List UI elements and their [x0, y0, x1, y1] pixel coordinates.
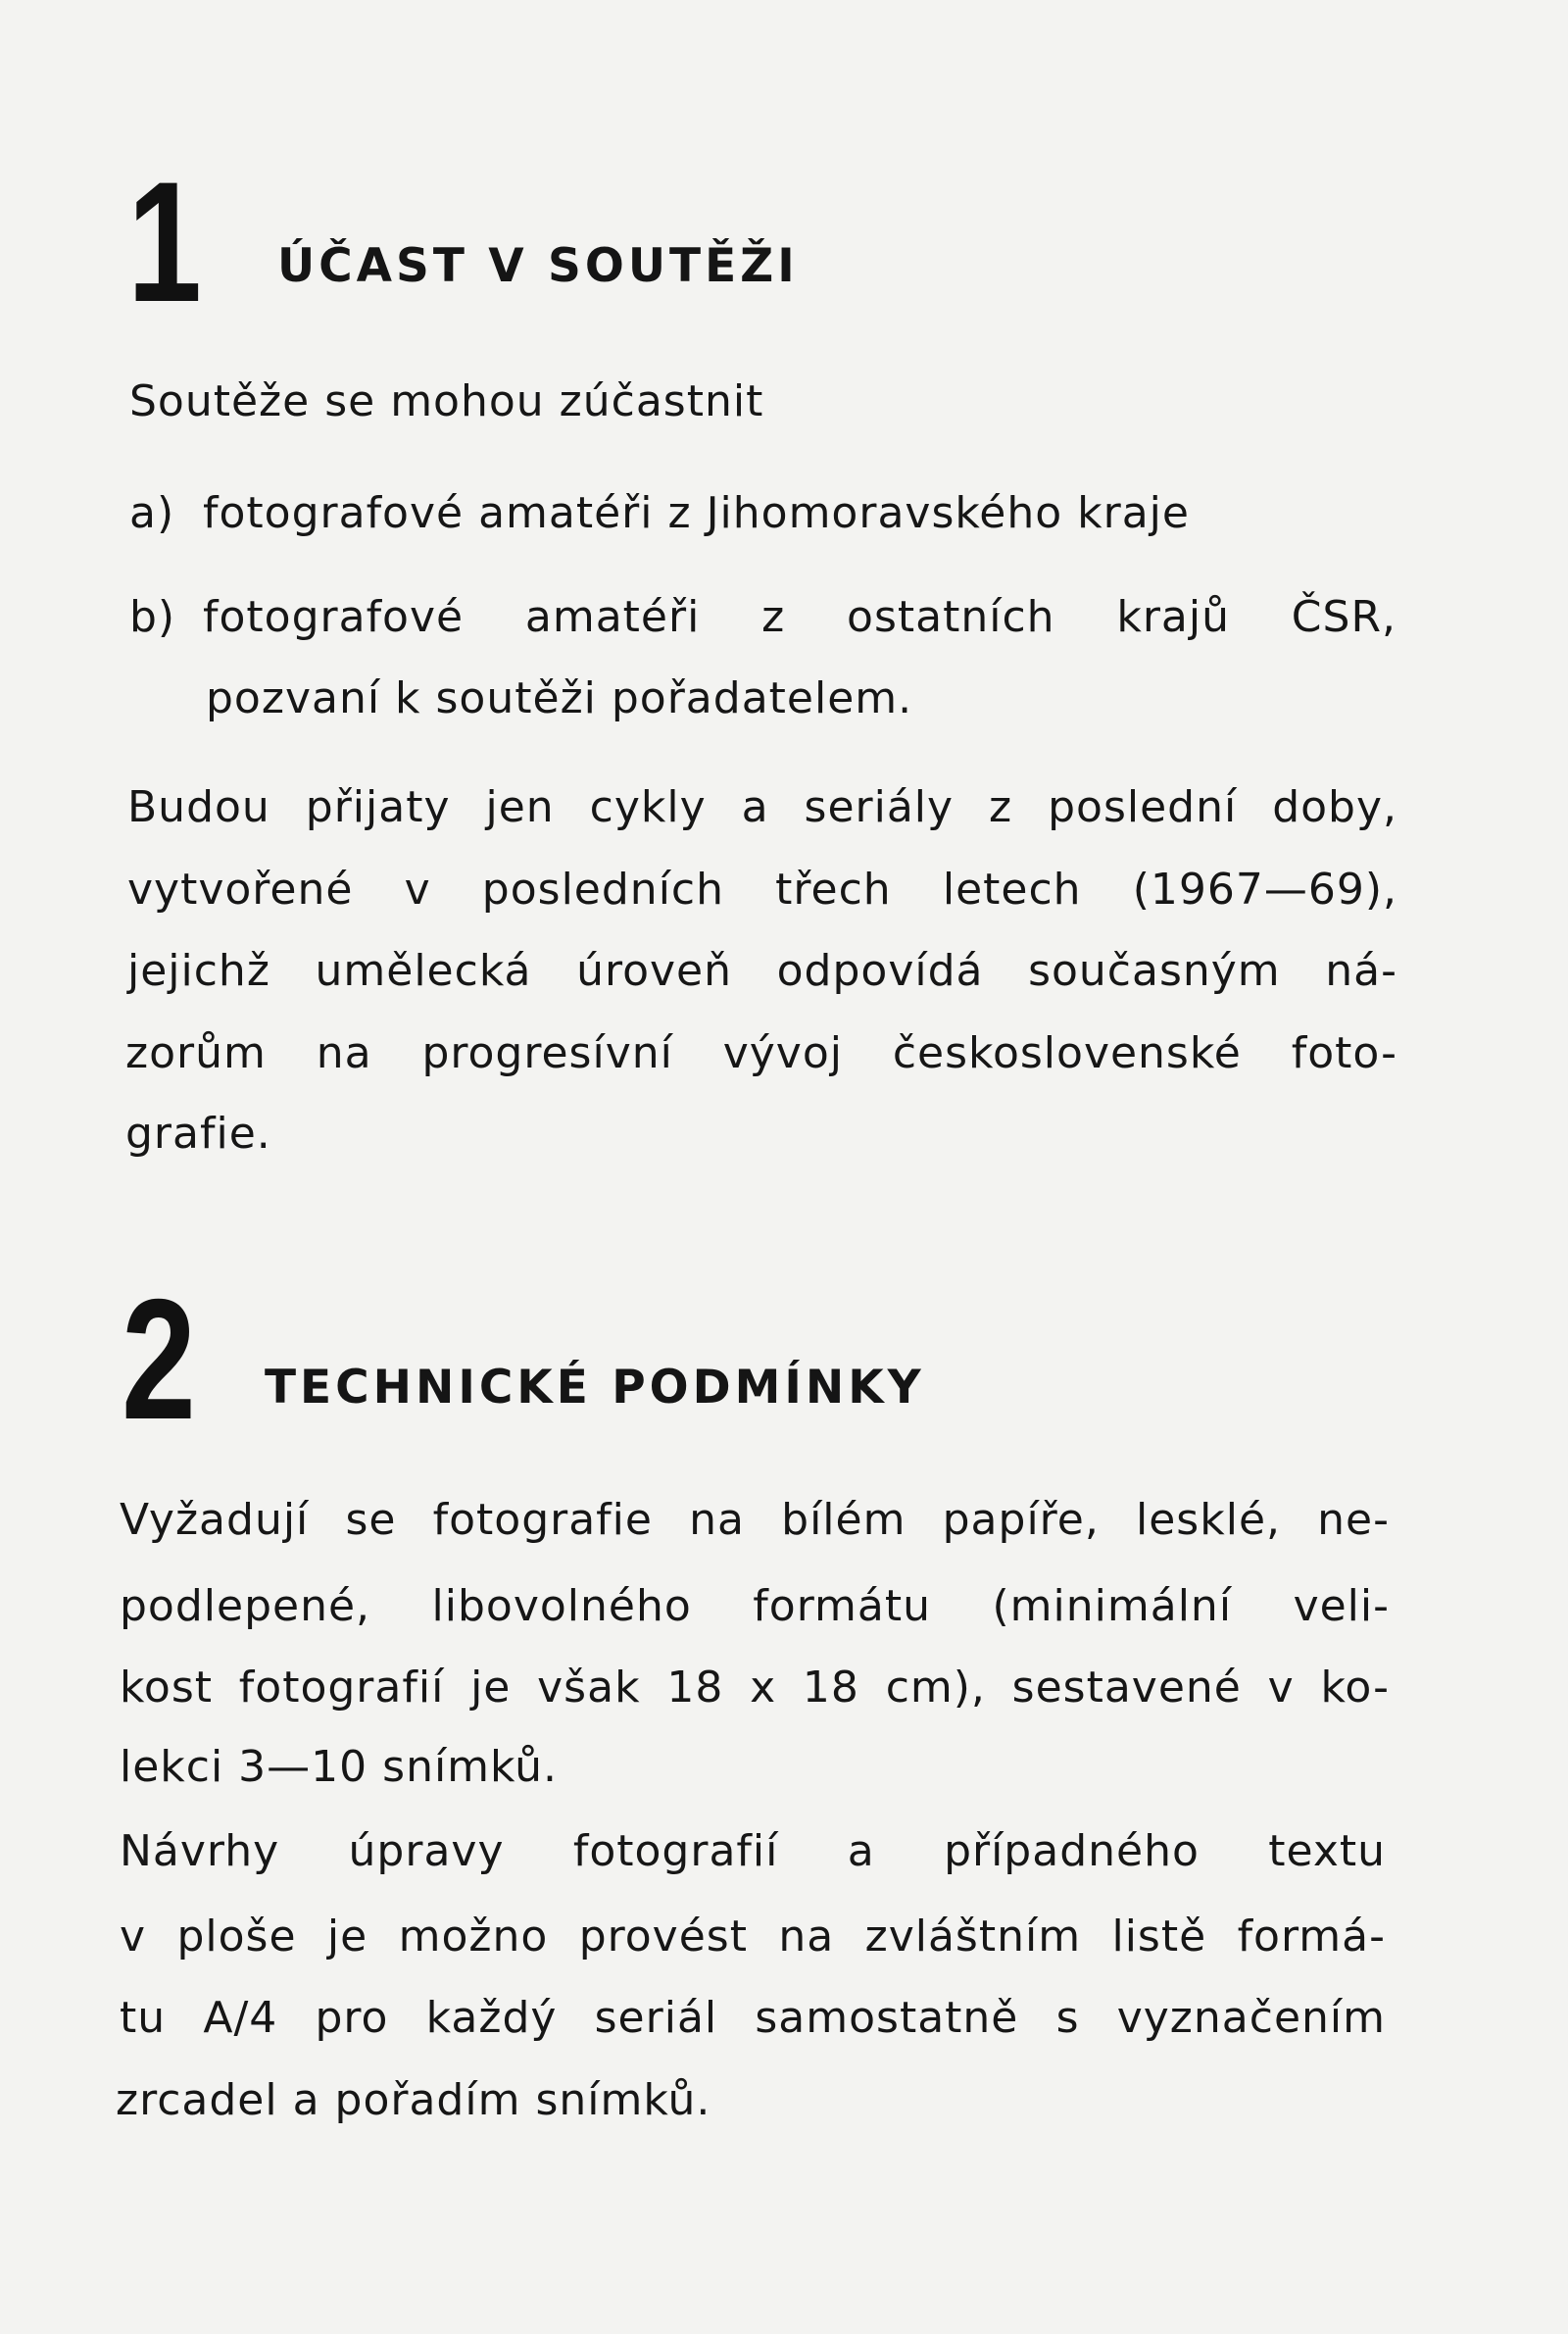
paragraph-line: jejichž umělecká úroveň odpovídá současným ná- — [127, 946, 1397, 996]
paragraph-line: zorům na progresívní vývoj československé foto- — [125, 1028, 1397, 1078]
paragraph-line: vytvořené v posledních třech letech (1967—69), — [127, 865, 1397, 915]
list-item-text: fotografové amatéři z ostatních krajů ČSR, — [203, 592, 1396, 642]
paragraph-line: Vyžadují se fotografie na bílém papíře, lesklé, ne- — [120, 1495, 1390, 1545]
paragraph-line: Návrhy úpravy fotografií a případného textu — [120, 1826, 1386, 1876]
section-number: 1 — [127, 147, 202, 338]
section-title: TECHNICKÉ PODMÍNKY — [265, 1361, 925, 1415]
paragraph-line: Budou přijaty jen cykly a seriály z poslední doby, — [127, 782, 1397, 832]
list-item-text: fotografové amatéři z Jihomoravského kraje — [203, 488, 1190, 538]
list-item-text: pozvaní k soutěži pořadatelem. — [206, 673, 913, 723]
section-number: 2 — [122, 1265, 196, 1456]
paragraph-line: zrcadel a pořadím snímků. — [116, 2075, 711, 2125]
paragraph-line: lekci 3—10 snímků. — [120, 1742, 559, 1792]
paragraph-line: v ploše je možno provést na zvláštním listě formá- — [120, 1912, 1386, 1962]
intro-text: Soutěže se mohou zúčastnit — [129, 376, 764, 426]
list-item-label: b) — [129, 592, 176, 642]
paragraph-line: kost fotografií je však 18 x 18 cm), sestavené v ko- — [120, 1663, 1390, 1713]
section-title: ÚČAST V SOUTĚŽI — [277, 239, 799, 293]
paragraph-line: podlepené, libovolného formátu (minimální veli- — [120, 1581, 1390, 1631]
paragraph-line: grafie. — [125, 1109, 271, 1159]
paragraph-line: tu A/4 pro každý seriál samostatně s vyznačením — [120, 1993, 1386, 2043]
list-item-label: a) — [129, 488, 175, 538]
